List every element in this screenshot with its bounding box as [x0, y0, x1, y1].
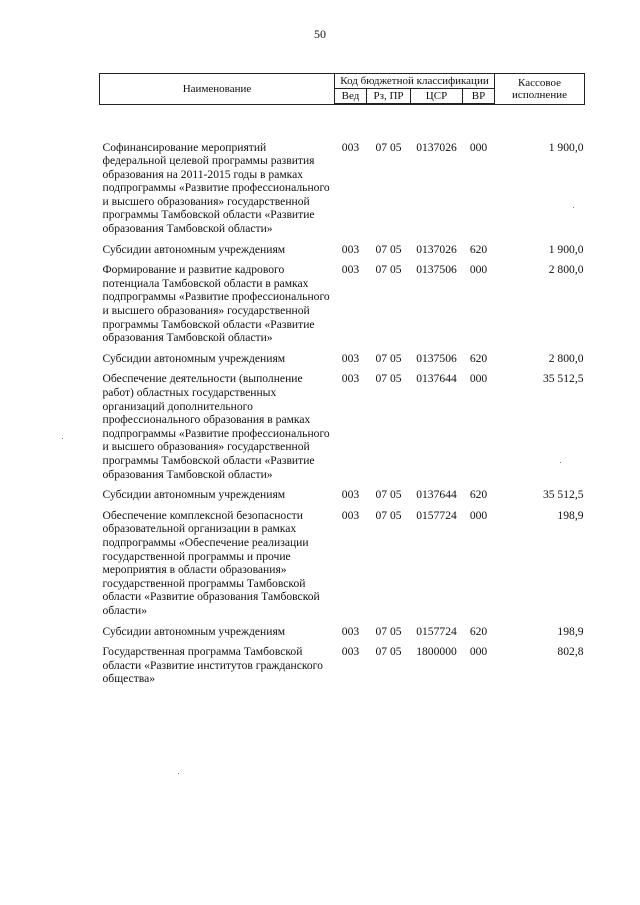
row-name: Субсидии автономным учреждениям — [102, 351, 286, 365]
header-csr: ЦСР — [411, 89, 463, 105]
row-vr: 000 — [469, 508, 488, 522]
table-row — [100, 236, 585, 257]
row-rz-pr: 07 05 — [375, 351, 402, 365]
row-amount: 1 900,0 — [548, 140, 584, 154]
header-name: Наименование — [100, 74, 335, 105]
row-csr: 0137506 — [416, 263, 457, 277]
header-execution: Кассовое исполнение — [495, 74, 585, 105]
scan-speck — [62, 438, 63, 439]
table-row — [100, 502, 585, 618]
row-name: Обеспечение комплексной безопасности образовательной организации в рамках подпрограммы «Обеспечение реализации государственной программы и прочие мероприятия в области образования» государственной программы Тамбовской области «Развитие образования Тамбовской области» — [102, 508, 320, 617]
row-vr: 000 — [469, 263, 488, 277]
row-csr: 0137644 — [416, 488, 457, 502]
header-vr: ВР — [463, 89, 495, 105]
row-csr: 1800000 — [416, 645, 457, 659]
row-amount: 802,8 — [557, 645, 584, 659]
row-rz-pr: 07 05 — [375, 372, 402, 386]
row-vr: 620 — [469, 488, 488, 502]
row-rz-pr: 07 05 — [375, 624, 402, 638]
row-vr: 620 — [469, 351, 488, 365]
row-amount: 1 900,0 — [548, 242, 584, 256]
row-csr: 0137644 — [416, 372, 457, 386]
row-amount: 35 512,5 — [542, 372, 584, 386]
row-ved: 003 — [341, 645, 360, 659]
row-amount: 198,9 — [557, 508, 584, 522]
row-amount: 198,9 — [557, 624, 584, 638]
table-row — [100, 481, 585, 502]
row-amount: 35 512,5 — [542, 488, 584, 502]
row-amount: 2 800,0 — [548, 351, 584, 365]
header-ved: Вед — [335, 89, 367, 105]
table-row — [100, 345, 585, 366]
row-ved: 003 — [341, 351, 360, 365]
row-rz-pr: 07 05 — [375, 263, 402, 277]
row-ved: 003 — [341, 141, 360, 154]
row-rz-pr: 07 05 — [375, 141, 402, 154]
scan-speck — [573, 207, 574, 208]
row-name: Субсидии автономным учреждениям — [102, 624, 286, 638]
row-name: Субсидии автономным учреждениям — [102, 488, 286, 502]
row-ved: 003 — [341, 242, 360, 256]
header-code-group: Код бюджетной классификации — [335, 74, 495, 89]
row-ved: 003 — [341, 263, 360, 277]
row-csr: 0137026 — [416, 242, 457, 256]
table-row — [100, 618, 585, 639]
row-csr: 0157724 — [416, 624, 457, 638]
row-vr: 000 — [469, 141, 488, 154]
row-vr: 620 — [469, 242, 488, 256]
row-csr: 0137026 — [416, 141, 457, 154]
row-name: Формирование и развитие кадрового потенциала Тамбовской области в рамках подпрограммы «Развитие профессионального и высшего образования» государственной программы Тамбовской области «Развитие образования Тамбовской области» — [102, 263, 330, 345]
row-ved: 003 — [341, 508, 360, 522]
row-ved: 003 — [341, 372, 360, 386]
row-name: Государственная программа Тамбовской области «Развитие институтов гражданского общества» — [102, 645, 323, 686]
table-row — [100, 638, 585, 686]
table-row — [100, 256, 585, 345]
row-csr: 0157724 — [416, 508, 457, 522]
row-rz-pr: 07 05 — [375, 645, 402, 659]
row-amount: 2 800,0 — [548, 263, 584, 277]
budget-table — [99, 73, 585, 686]
row-vr: 000 — [469, 372, 488, 386]
row-rz-pr: 07 05 — [375, 508, 402, 522]
scan-speck — [560, 462, 561, 463]
table-row — [100, 104, 585, 236]
header-rz-pr: Рз, ПР — [367, 89, 411, 105]
row-name: Субсидии автономным учреждениям — [102, 242, 286, 256]
row-rz-pr: 07 05 — [375, 242, 402, 256]
row-csr: 0137506 — [416, 351, 457, 365]
row-vr: 000 — [469, 645, 488, 659]
scan-speck — [178, 773, 179, 774]
row-name: Обеспечение деятельности (выполнение работ) областных государственных организаций дополнительного профессионального образования в рамках подпрограммы «Развитие профессионального и высшего образования» государственной программы Тамбовской области «Развитие образования Тамбовской области» — [102, 372, 330, 481]
row-vr: 620 — [469, 624, 488, 638]
row-name: Софинансирование мероприятий федеральной целевой программы развития образования на 2011-2015 годы в рамках подпрограммы «Развитие профессионального и высшего образования» государственной программы Тамбовской области «Развитие образования Тамбовской области» — [102, 140, 330, 236]
table-row — [100, 365, 585, 481]
row-rz-pr: 07 05 — [375, 488, 402, 502]
page-number: 50 — [314, 27, 326, 41]
row-ved: 003 — [341, 488, 360, 502]
row-ved: 003 — [341, 624, 360, 638]
